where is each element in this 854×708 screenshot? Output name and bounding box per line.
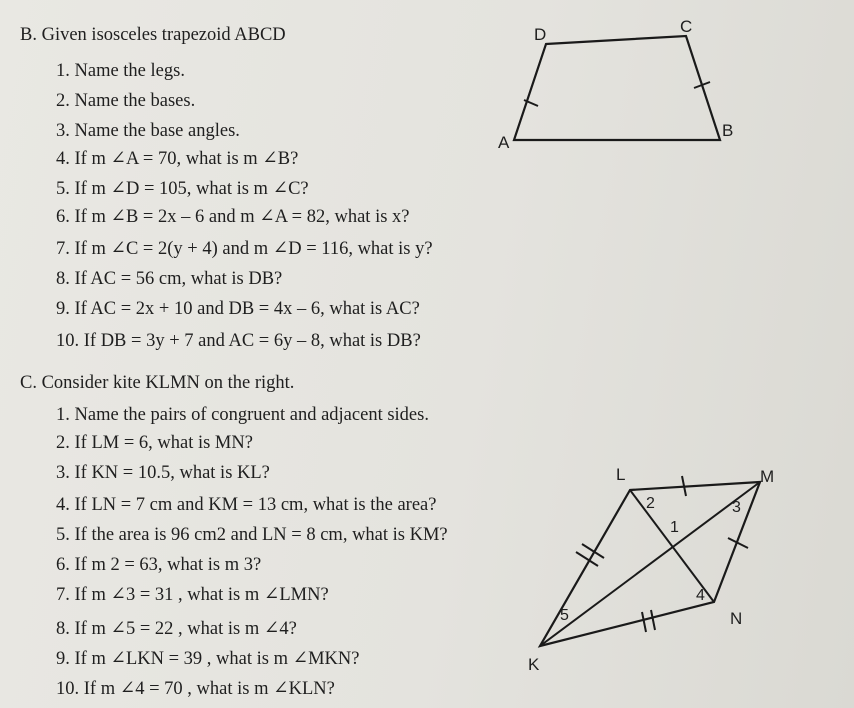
label-n: N bbox=[730, 609, 743, 628]
label-k: K bbox=[528, 655, 540, 674]
b-question-5: 5. If m ∠D = 105, what is m ∠C? bbox=[56, 179, 309, 199]
c-question-10: 10. If m ∠4 = 70 , what is m ∠KLN? bbox=[56, 679, 335, 699]
b-question-4: 4. If m ∠A = 70, what is m ∠B? bbox=[56, 149, 299, 169]
trapezoid-figure bbox=[490, 17, 750, 160]
label-l: L bbox=[616, 465, 626, 484]
label-m: M bbox=[760, 467, 775, 486]
tick-kn-1 bbox=[642, 612, 646, 632]
tick-kn-2 bbox=[651, 610, 655, 630]
kite-figure bbox=[520, 460, 840, 680]
c-question-9: 9. If m ∠LKN = 39 , what is m ∠MKN? bbox=[56, 649, 360, 669]
angle-label-5: 5 bbox=[560, 607, 569, 624]
label-d: D bbox=[534, 25, 547, 44]
trapezoid-shape bbox=[514, 36, 720, 140]
angle-label-3: 3 bbox=[732, 499, 741, 516]
label-b: B bbox=[722, 121, 734, 140]
b-question-1: 1. Name the legs. bbox=[56, 61, 185, 81]
angle-label-2: 2 bbox=[646, 495, 655, 512]
c-question-4: 4. If LN = 7 cm and KM = 13 cm, what is the area? bbox=[56, 495, 437, 515]
section-c-header: C. Consider kite KLMN on the right. bbox=[20, 373, 295, 393]
diagonal-ln bbox=[630, 490, 714, 602]
b-question-2: 2. Name the bases. bbox=[56, 91, 196, 111]
c-question-6: 6. If m 2 = 63, what is m 3? bbox=[56, 555, 262, 575]
b-question-6: 6. If m ∠B = 2x – 6 and m ∠A = 82, what is x? bbox=[56, 207, 410, 227]
label-c: C bbox=[680, 17, 693, 36]
c-question-8: 8. If m ∠5 = 22 , what is m ∠4? bbox=[56, 619, 297, 639]
b-question-7: 7. If m ∠C = 2(y + 4) and m ∠D = 116, what is y? bbox=[56, 239, 433, 259]
c-question-7: 7. If m ∠3 = 31 , what is m ∠LMN? bbox=[56, 585, 329, 605]
c-question-5: 5. If the area is 96 cm2 and LN = 8 cm, what is KM? bbox=[56, 525, 448, 545]
angle-label-1: 1 bbox=[670, 519, 679, 536]
b-question-8: 8. If AC = 56 cm, what is DB? bbox=[56, 269, 283, 289]
b-question-10: 10. If DB = 3y + 7 and AC = 6y – 8, what is DB? bbox=[56, 331, 421, 351]
label-a: A bbox=[498, 133, 510, 152]
section-b-header: B. Given isosceles trapezoid ABCD bbox=[20, 25, 286, 45]
c-question-2: 2. If LM = 6, what is MN? bbox=[56, 433, 253, 453]
c-question-3: 3. If KN = 10.5, what is KL? bbox=[56, 463, 270, 483]
angle-label-4: 4 bbox=[696, 587, 705, 604]
b-question-3: 3. Name the base angles. bbox=[56, 121, 240, 141]
b-question-9: 9. If AC = 2x + 10 and DB = 4x – 6, what is AC? bbox=[56, 299, 420, 319]
c-question-1: 1. Name the pairs of congruent and adjacent sides. bbox=[56, 405, 429, 425]
